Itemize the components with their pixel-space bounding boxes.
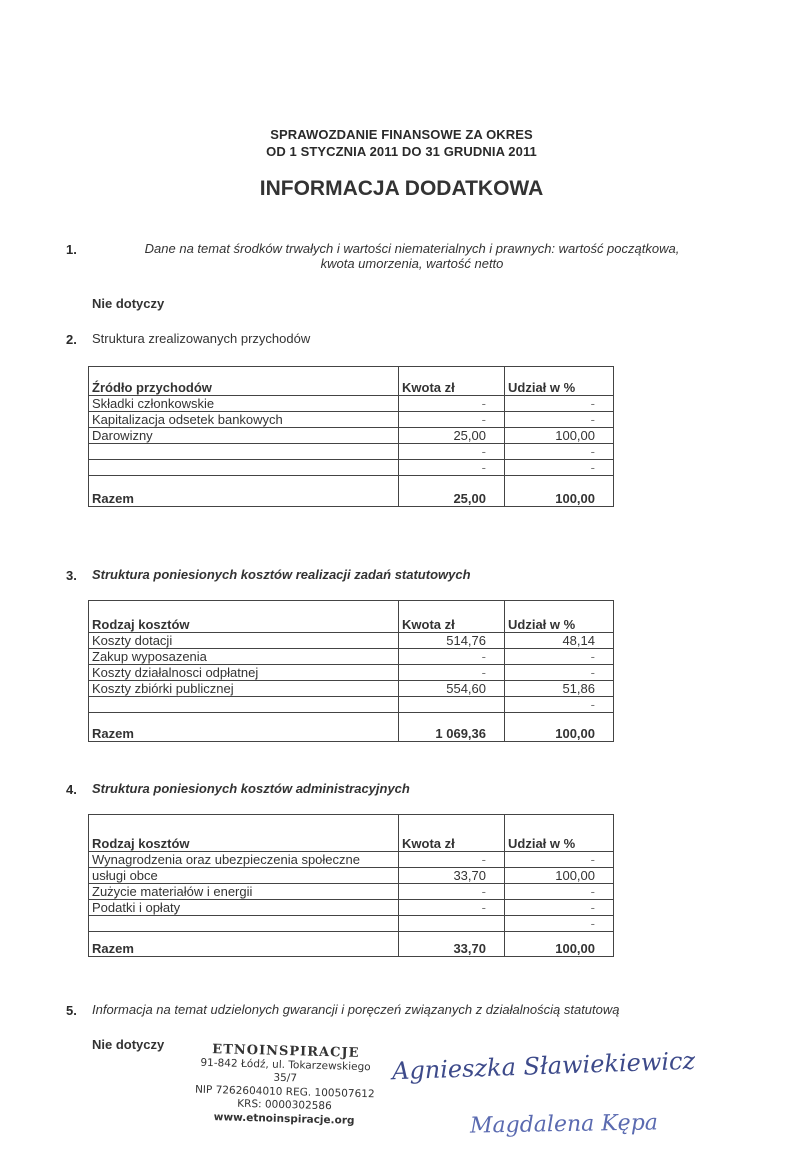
row-share: - [505,444,614,460]
row-amount [399,697,505,713]
organization-stamp [189,1043,381,1129]
row-share: 100,00 [505,428,614,444]
header-cost-type: Rodzaj kosztów [89,815,399,852]
section-4-number: 4. [66,782,77,797]
table-header-row [89,601,614,633]
table-row [89,412,614,428]
row-amount: - [399,665,505,681]
header-cost-type: Rodzaj kosztów [89,601,399,633]
row-share: 48,14 [505,633,614,649]
section-3-number: 3. [66,568,77,583]
row-amount: - [399,884,505,900]
section-1-title-line2: kwota umorzenia, wartość netto [320,256,504,271]
table-row [89,665,614,681]
total-amount: 33,70 [399,932,505,957]
total-label: Razem [89,713,399,742]
table-row [89,900,614,916]
section-5-title: Informacja na temat udzielonych gwarancji i poręczeń związanych z działalnością statutową [92,1002,620,1017]
row-amount: 514,76 [399,633,505,649]
table-row [89,444,614,460]
page-title: INFORMACJA DODATKOWA [259,177,544,200]
section-3-title: Struktura poniesionych kosztów realizacji zadań statutowych [92,567,471,582]
row-label: Darowizny [89,428,399,444]
header-amount: Kwota zł [399,601,505,633]
row-share: 100,00 [505,868,614,884]
section-1-number: 1. [66,242,77,257]
row-share: - [505,916,614,932]
header-share: Udział w % [505,601,614,633]
row-share: - [505,884,614,900]
stamp-website: www.etnoinspiracje.org [213,1110,355,1127]
stamp-krs: KRS: 0000302586 [237,1097,332,1113]
section-4-title: Struktura poniesionych kosztów administracyjnych [92,781,410,796]
table-row [89,916,614,932]
total-amount: 1 069,36 [399,713,505,742]
row-amount: - [399,444,505,460]
row-share: - [505,460,614,476]
stamp-name: ETNOINSPIRACJE [212,1042,360,1061]
header-share: Udział w % [505,367,614,396]
row-share: - [505,665,614,681]
total-label: Razem [89,932,399,957]
table-row [89,396,614,412]
header-amount: Kwota zł [399,815,505,852]
row-label [89,697,399,713]
row-label [89,444,399,460]
header-share: Udział w % [505,815,614,852]
row-label: Koszty dotacji [89,633,399,649]
stamp-address: 91-842 Łódź, ul. Tokarzewskiego 35/7 [200,1056,371,1085]
table-row [89,633,614,649]
row-label [89,916,399,932]
row-label: Zakup wyposazenia [89,649,399,665]
row-label: usługi obce [89,868,399,884]
row-share: - [505,396,614,412]
table-row [89,681,614,697]
report-header-line2: OD 1 STYCZNIA 2011 DO 31 GRUDNIA 2011 [266,144,537,159]
total-share: 100,00 [505,713,614,742]
table-total-row [89,476,614,507]
row-label: Zużycie materiałów i energii [89,884,399,900]
header-amount: Kwota zł [399,367,505,396]
admin-costs-table [88,814,614,957]
row-amount: - [399,412,505,428]
section-5-number: 5. [66,1003,77,1018]
row-share: 51,86 [505,681,614,697]
table-header-row [89,367,614,396]
row-amount: - [399,900,505,916]
row-share: - [505,412,614,428]
table-total-row [89,713,614,742]
section-2-title: Struktura zrealizowanych przychodów [92,331,311,346]
table-row [89,428,614,444]
row-share: - [505,649,614,665]
row-amount [399,916,505,932]
table-header-row [89,815,614,852]
table-row [89,852,614,868]
table-row [89,868,614,884]
row-amount: - [399,852,505,868]
table-row [89,460,614,476]
row-label: Kapitalizacja odsetek bankowych [89,412,399,428]
signature-1: Agnieszka Sławiekiewicz [391,1046,696,1086]
row-label [89,460,399,476]
total-amount: 25,00 [399,476,505,507]
table-row [89,649,614,665]
row-share: - [505,852,614,868]
revenue-table [88,366,614,507]
stamp-ids: NIP 7262604010 REG. 100507612 [194,1083,375,1100]
row-amount: - [399,460,505,476]
report-header-line1: SPRAWOZDANIE FINANSOWE ZA OKRES [270,127,533,142]
table-row [89,884,614,900]
row-amount: - [399,396,505,412]
total-share: 100,00 [505,932,614,957]
statutory-costs-table [88,600,614,742]
row-label: Koszty zbiórki publicznej [89,681,399,697]
row-share: - [505,900,614,916]
row-amount: - [399,649,505,665]
row-amount: 25,00 [399,428,505,444]
row-label: Koszty działalnosci odpłatnej [89,665,399,681]
section-1-note: Nie dotyczy [92,296,165,311]
signature-2: Magdalena Kępa [469,1110,659,1139]
section-2-number: 2. [66,332,77,347]
total-share: 100,00 [505,476,614,507]
header-source: Źródło przychodów [89,367,399,396]
total-label: Razem [89,476,399,507]
row-label: Składki członkowskie [89,396,399,412]
row-amount: 554,60 [399,681,505,697]
row-label: Wynagrodzenia oraz ubezpieczenia społeczne [89,852,399,868]
section-5-note: Nie dotyczy [92,1037,165,1052]
row-label: Podatki i opłaty [89,900,399,916]
row-share: - [505,697,614,713]
table-total-row [89,932,614,957]
section-1-title-line1: Dane na temat środków trwałych i wartości niematerialnych i prawnych: wartość początkowa, [144,241,680,256]
section-1-title [92,241,732,271]
row-amount: 33,70 [399,868,505,884]
table-row [89,697,614,713]
